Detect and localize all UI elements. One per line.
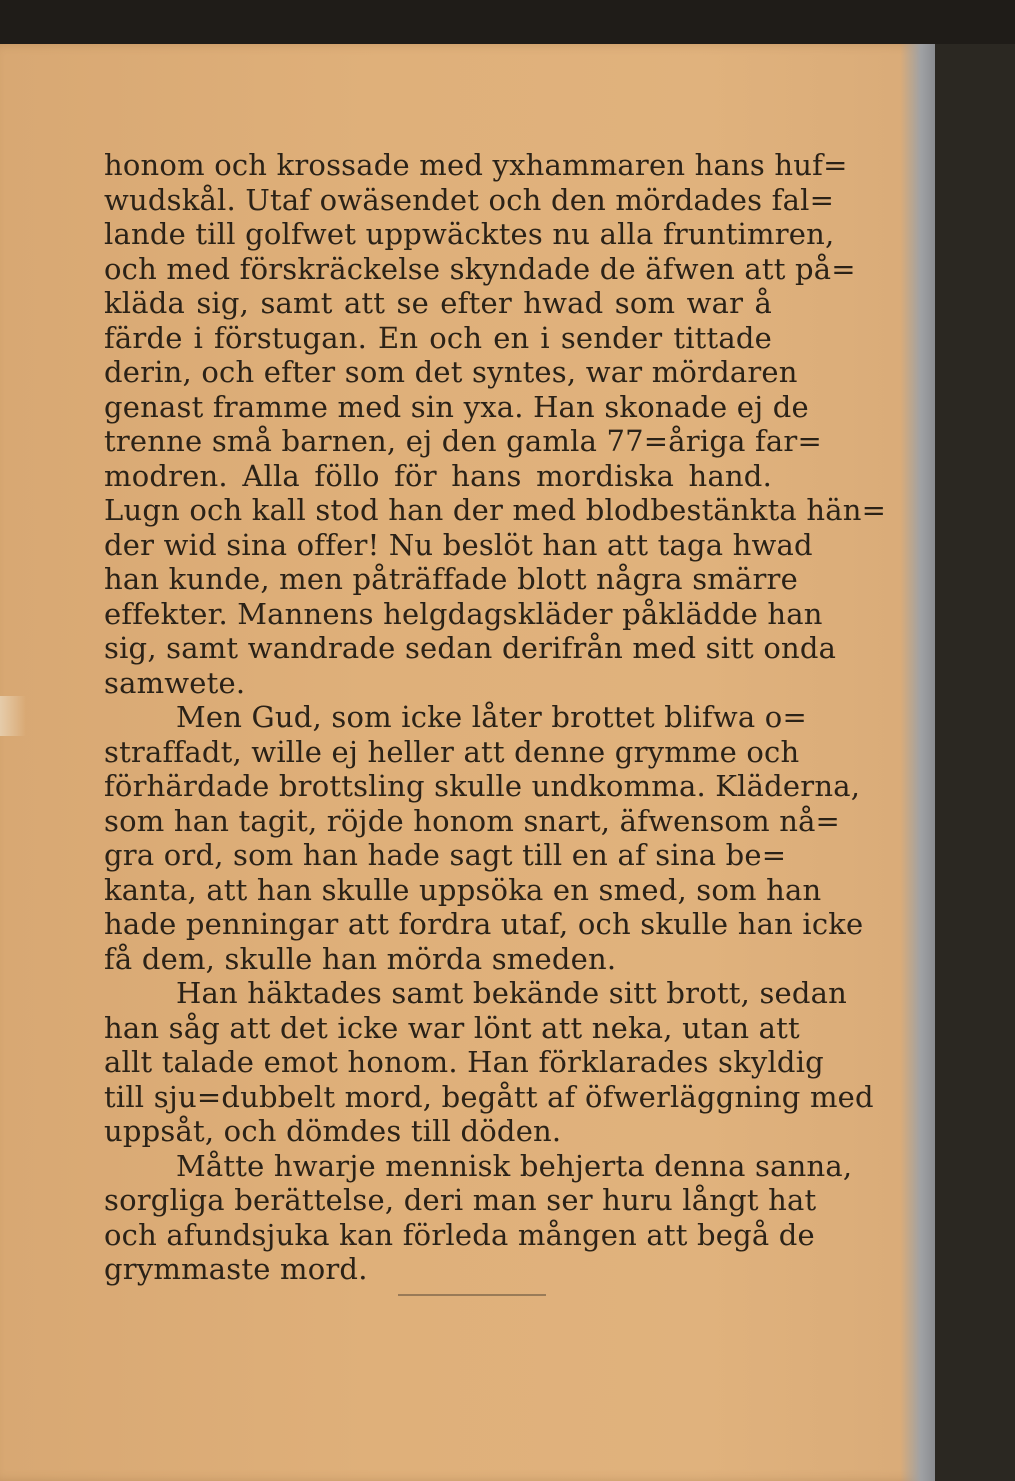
- scan-right-strip: [935, 44, 1015, 1481]
- text-line: samwete.: [104, 665, 246, 700]
- text-line: allt talade emot honom. Han förklarades skyldig: [104, 1045, 824, 1079]
- text-line: Han häktades samt bekände sitt brott, sedan: [176, 976, 848, 1010]
- text-line: modren. Alla föllo för hans mordiska hand.: [104, 458, 772, 493]
- text-line: förhärdade brottsling skulle undkomma. Kläderna,: [104, 769, 861, 803]
- text-line: der wid sina offer! Nu beslöt han att taga hwad: [104, 527, 813, 562]
- text-line: han kunde, men påträffade blott några smärre: [104, 562, 798, 596]
- text-line: wudskål. Utaf owäsendet och den mördades fal=: [104, 182, 835, 217]
- text-line: hade penningar att fordra utaf, och skulle han icke: [104, 907, 864, 941]
- page-edge-shadow: [900, 44, 935, 1481]
- text-line: och med förskräckelse skyndade de äfwen att på=: [104, 251, 856, 286]
- text-line: trenne små barnen, ej den gamla 77=åriga far=: [104, 424, 822, 458]
- text-line: straffadt, wille ej heller att denne grymme och: [104, 734, 800, 769]
- text-line: färde i förstugan. En och en i sender tittade: [104, 320, 772, 355]
- text-line: till sju=dubbelt mord, begått af öfwerläggning med: [104, 1079, 874, 1114]
- text-line: effekter. Mannens helgdagskläder påklädde han: [104, 596, 823, 631]
- text-line: kanta, att han skulle uppsöka en smed, som han: [104, 872, 822, 907]
- text-line: sig, samt wandrade sedan derifrån med sitt onda: [104, 631, 837, 665]
- text-line: han såg att det icke war lönt att neka, utan att: [104, 1010, 800, 1045]
- body-text: [104, 148, 887, 1287]
- text-line: kläda sig, samt att se efter hwad som war å: [104, 286, 772, 320]
- text-line: lande till golfwet uppwäcktes nu alla fruntimren,: [104, 217, 835, 251]
- text-line: uppsåt, och dömdes till döden.: [104, 1114, 562, 1148]
- text-line: grymmaste mord.: [104, 1252, 368, 1286]
- text-line: få dem, skulle han mörda smeden.: [104, 941, 617, 976]
- end-divider: [398, 1294, 546, 1296]
- scan-top-band: [0, 0, 1015, 44]
- text-line: derin, och efter som det syntes, war mördaren: [104, 355, 798, 389]
- text-line: honom och krossade med yxhammaren hans huf=: [104, 148, 848, 182]
- text-line: gra ord, som han hade sagt till en af sina be=: [104, 838, 787, 872]
- text-line: Lugn och kall stod han der med blodbestänkta hän=: [104, 493, 887, 527]
- text-line: som han tagit, röjde honom snart, äfwensom nå=: [104, 803, 841, 838]
- text-line: genast framme med sin yxa. Han skonade ej de: [104, 389, 809, 424]
- text-line: Måtte hwarje mennisk behjerta denna sanna,: [176, 1148, 853, 1183]
- text-line: Men Gud, som icke låter brottet blifwa o=: [176, 700, 807, 734]
- paper-mark: [0, 696, 26, 736]
- text-line: sorgliga berättelse, deri man ser huru långt hat: [104, 1183, 817, 1217]
- text-line: och afundsjuka kan förleda mången att begå de: [104, 1217, 815, 1252]
